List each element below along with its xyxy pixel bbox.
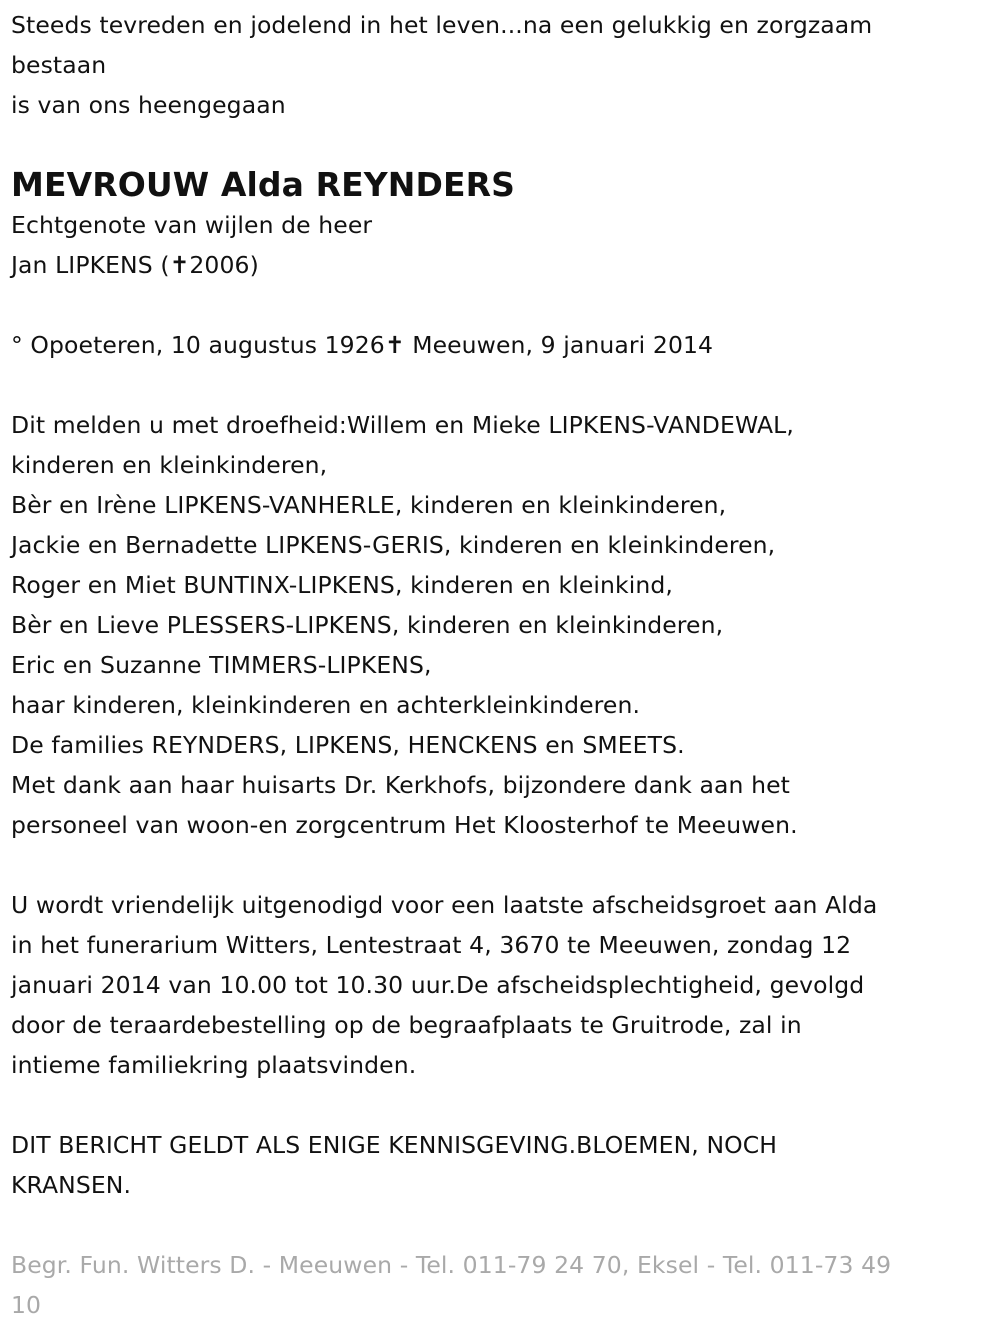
text-line: bestaan [11,51,107,79]
text-line: Steeds tevreden en jodelend in het leven...na een gelukkig en zorgzaam [11,11,873,39]
family-list [11,405,1000,845]
text-line: Bèr en Lieve PLESSERS-LIPKENS, kinderen en kleinkinderen, [11,611,724,639]
notice-text [11,1125,1000,1205]
text-line: door de teraardebestelling op de begraafplaats te Gruitrode, zal in [11,1011,802,1039]
text-line: U wordt vriendelijk uitgenodigd voor een laatste afscheidsgroet aan Alda [11,891,878,919]
deceased-name: MEVROUW Alda REYNDERS [11,165,515,204]
funeral-home-footer [11,1245,1000,1325]
spouse-text [11,205,1000,285]
birth-death-dates: ° Opoeteren, 10 augustus 1926✝ Meeuwen, 9 januari 2014 [11,331,714,359]
text-line: personeel van woon-en zorgcentrum Het Kloosterhof te Meeuwen. [11,811,798,839]
intro-text [11,5,1000,125]
text-line: Roger en Miet BUNTINX-LIPKENS, kinderen en kleinkind, [11,571,673,599]
text-line: Dit melden u met droefheid:Willem en Mieke LIPKENS-VANDEWAL, [11,411,794,439]
text-line: DIT BERICHT GELDT ALS ENIGE KENNISGEVING.BLOEMEN, NOCH [11,1131,778,1159]
text-line: in het funerarium Witters, Lentestraat 4, 3670 te Meeuwen, zondag 12 [11,931,852,959]
text-line: intieme familiekring plaatsvinden. [11,1051,417,1079]
text-line: Bèr en Irène LIPKENS-VANHERLE, kinderen en kleinkinderen, [11,491,727,519]
text-line: Met dank aan haar huisarts Dr. Kerkhofs, bijzondere dank aan het [11,771,790,799]
text-line: De families REYNDERS, LIPKENS, HENCKENS en SMEETS. [11,731,685,759]
text-line: Begr. Fun. Witters D. - Meeuwen - Tel. 011-79 24 70, Eksel - Tel. 011-73 49 [11,1251,892,1279]
text-line: Jackie en Bernadette LIPKENS-GERIS, kinderen en kleinkinderen, [11,531,776,559]
text-line: Echtgenote van wijlen de heer [11,211,373,239]
text-line: 10 [11,1291,42,1319]
text-line: kinderen en kleinkinderen, [11,451,328,479]
text-line: KRANSEN. [11,1171,132,1199]
text-line: is van ons heengegaan [11,91,286,119]
text-line: januari 2014 van 10.00 tot 10.30 uur.De afscheidsplechtigheid, gevolgd [11,971,865,999]
text-line: Eric en Suzanne TIMMERS-LIPKENS, [11,651,432,679]
invitation-text [11,885,1000,1085]
text-line: Jan LIPKENS (✝2006) [11,251,259,279]
text-line: haar kinderen, kleinkinderen en achterkleinkinderen. [11,691,641,719]
